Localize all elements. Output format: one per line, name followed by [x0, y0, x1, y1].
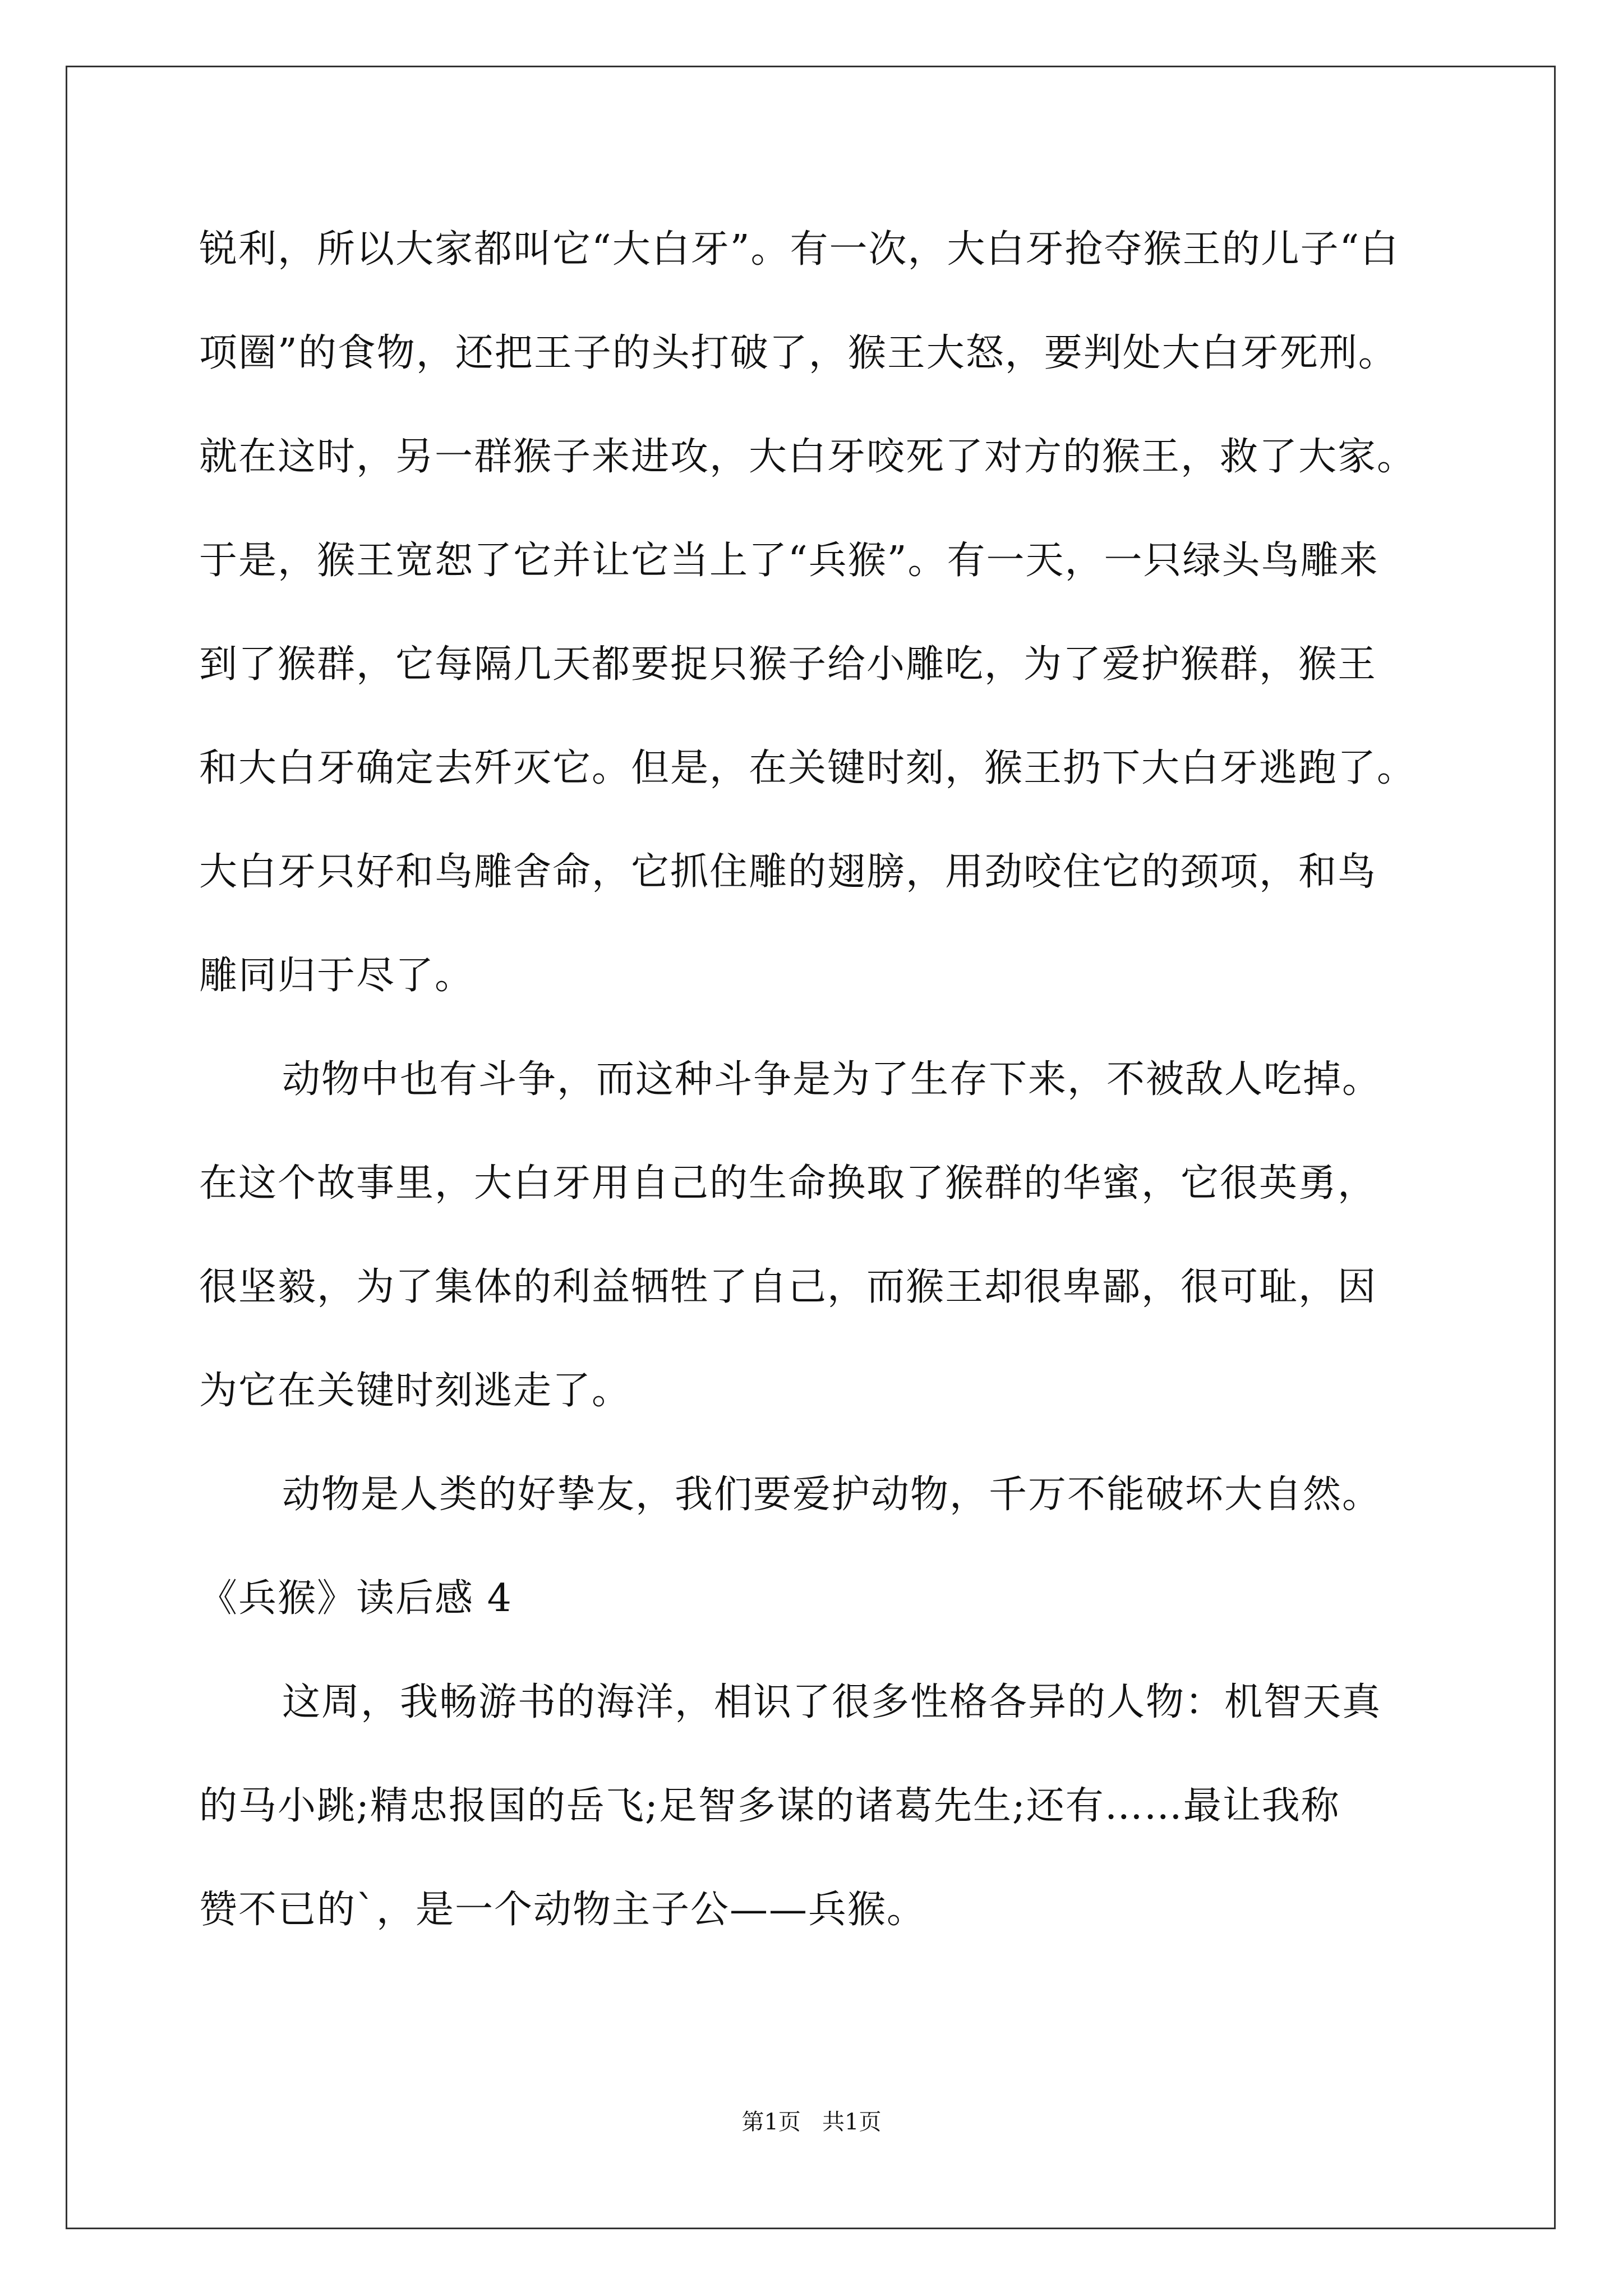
reflection-paragraph-line: 在这个故事里，大白牙用自己的生命换取了猴群的华蜜，它很英勇， — [199, 1161, 1377, 1205]
intro-paragraph-line: 这周，我畅游书的海洋，相识了很多性格各异的人物：机智天真 — [282, 1680, 1382, 1724]
story-paragraph-line: 就在这时，另一群猴子来进攻，大白牙咬死了对方的猴王，救了大家。 — [199, 435, 1417, 479]
intro-paragraph-line: 的马小跳;精忠报国的岳飞;足智多谋的诸葛先生;还有……最让我称 — [199, 1784, 1340, 1828]
closing-paragraph-line: 动物是人类的好挚友，我们要爱护动物，千万不能破坏大自然。 — [282, 1473, 1382, 1517]
story-paragraph-line: 到了猴群，它每隔几天都要捉只猴子给小雕吃，为了爱护猴群，猴王 — [199, 642, 1377, 687]
story-paragraph-line: 项圈”的食物，还把王子的头打破了，猴王大怒，要判处大白牙死刑。 — [199, 331, 1398, 375]
intro-paragraph-line: 赞不已的`，是一个动物主子公——兵猴。 — [199, 1888, 926, 1932]
story-paragraph-line: 雕同归于尽了。 — [199, 954, 474, 998]
story-paragraph-line: 锐利，所以大家都叫它“大白牙”。有一次，大白牙抢夺猴王的儿子“白 — [199, 227, 1400, 272]
reflection-paragraph-line: 动物中也有斗争，而这种斗争是为了生存下来，不被敌人吃掉。 — [282, 1057, 1382, 1102]
section-heading: 《兵猴》读后感 4 — [199, 1576, 513, 1621]
reflection-paragraph-line: 为它在关键时刻逃走了。 — [199, 1369, 631, 1413]
page-number-footer: 第1页 共1页 — [741, 2109, 882, 2135]
story-paragraph-line: 和大白牙确定去歼灭它。但是，在关键时刻，猴王扔下大白牙逃跑了。 — [199, 746, 1417, 790]
reflection-paragraph-line: 很坚毅，为了集体的利益牺牲了自己，而猴王却很卑鄙，很可耻，因 — [199, 1265, 1377, 1309]
story-paragraph-line: 于是，猴王宽恕了它并让它当上了“兵猴”。有一天，一只绿头鸟雕来 — [199, 539, 1379, 583]
story-paragraph-line: 大白牙只好和鸟雕舍命，它抓住雕的翅膀，用劲咬住它的颈项，和鸟 — [199, 850, 1377, 894]
